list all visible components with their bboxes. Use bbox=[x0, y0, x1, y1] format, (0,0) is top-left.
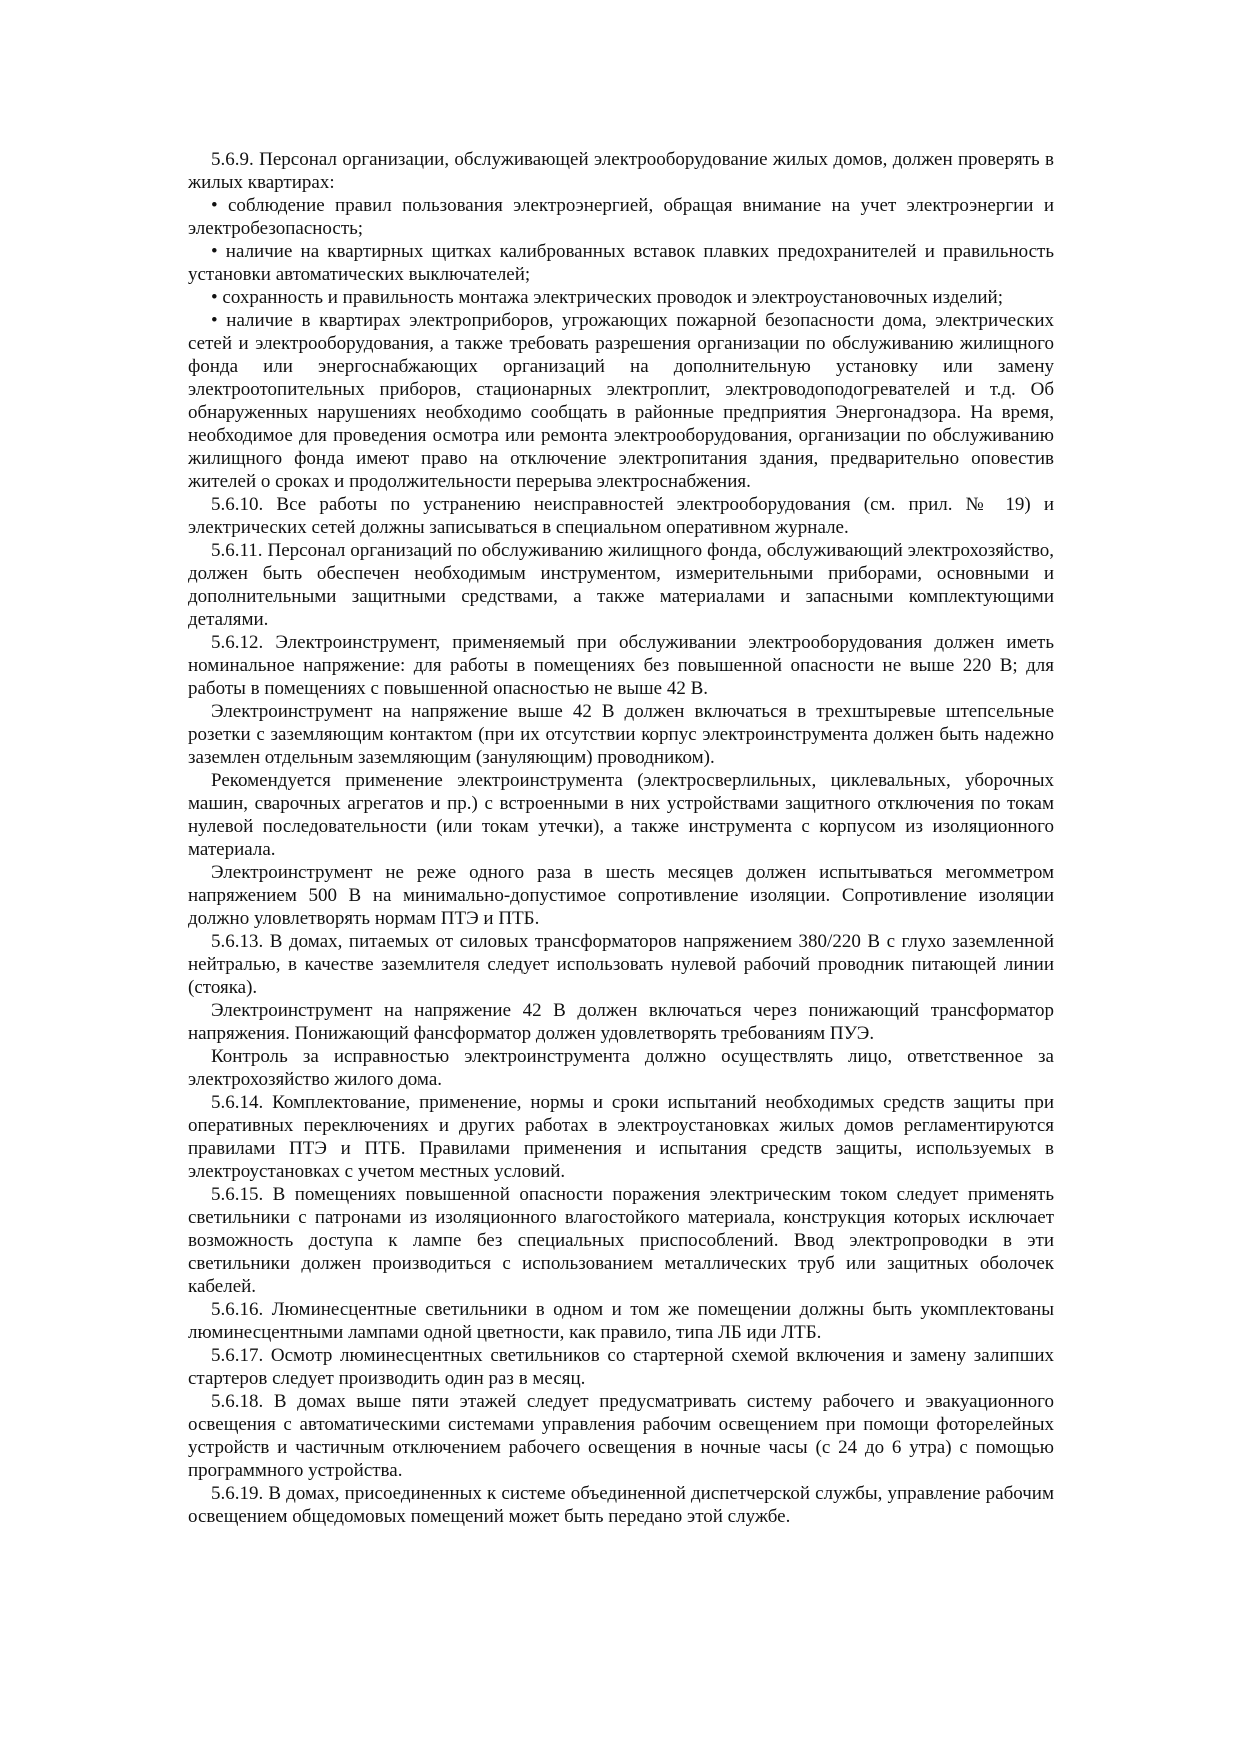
paragraph-5-6-10: 5.6.10. Все работы по устранению неисправностей электрооборудования (см. прил. № 19) и электрических сетей должны записываться в специальном оперативном журнале. bbox=[188, 494, 1054, 538]
paragraph-5-6-18: 5.6.18. В домах выше пяти этажей следует предусматривать систему рабочего и эвакуационного освещения с автоматическими системами управления рабочим освещением при помощи фоторелейных устройств и частичным отключением рабочего освещения в ночные часы (с 24 до 6 утра) с помощью программного устройства. bbox=[188, 1391, 1054, 1481]
paragraph-5-6-12: 5.6.12. Электроинструмент, применяемый при обслуживании электрооборудования должен иметь номинальное напряжение: для работы в помещениях без повышенной опасности не выше 220 В; для работы в помещениях с повышенной опасностью не выше 42 В. bbox=[188, 632, 1054, 699]
document-page bbox=[188, 148, 1054, 1528]
bullet-fuse-inserts: • наличие на квартирных щитках калиброванных вставок плавких предохранителей и правильность установки автоматических выключателей; bbox=[188, 241, 1054, 285]
bullet-wiring-condition: • сохранность и правильность монтажа электрических проводок и электроустановочных изделий; bbox=[211, 287, 1004, 308]
paragraph-5-6-19: 5.6.19. В домах, присоединенных к системе объединенной диспетчерской службы, управление рабочим освещением общедомовых помещений может быть передано этой службе. bbox=[188, 1483, 1054, 1527]
paragraph-5-6-15: 5.6.15. В помещениях повышенной опасности поражения электрическим током следует применять светильники с патронами из изоляционного влагостойкого материала, конструкция которых исключает возможность доступа к лампе без специальных приспособлений. Ввод электропроводки в эти светильники должен производиться с использованием металлических труб или защитных оболочек кабелей. bbox=[188, 1184, 1054, 1297]
paragraph-5-6-16: 5.6.16. Люминесцентные светильники в одном и том же помещении должны быть укомплектованы люминесцентными лампами одной цветности, как правило, типа ЛБ иди ЛТБ. bbox=[188, 1299, 1054, 1343]
paragraph-5-6-14: 5.6.14. Комплектование, применение, нормы и сроки испытаний необходимых средств защиты при оперативных переключениях и других работах в электроустановках жилых домов регламентируются правилами ПТЭ и ПТБ. Правилами применения и испытания средств защиты, используемых в электроустановках с учетом местных условий. bbox=[188, 1092, 1054, 1182]
paragraph-step-down-transformer: Электроинструмент на напряжение 42 В должен включаться через понижающий трансформатор напряжения. Понижающий фансформатор должен удовлетворять требованиям ПУЭ. bbox=[188, 1000, 1054, 1044]
bullet-fire-hazard-appliances: • наличие в квартирах электроприборов, угрожающих пожарной безопасности дома, электрических сетей и электрооборудования, а также требовать разрешения организации по обслуживанию жилищного фонда или энергоснабжающих организаций на дополнительную установку или замену электроотопительных приборов, стационарных электроплит, электроводоподогревателей и т.д. Об обнаруженных нарушениях необходимо сообщать в районные предприятия Энергонадзора. На время, необходимое для проведения осмотра или ремонта электрооборудования, организации по обслуживанию жилищного фонда имеют право на отключение электропитания здания, предварительно оповестив жителей о сроках и продолжительности перерыва электроснабжения. bbox=[188, 310, 1054, 492]
paragraph-rcd-recommendation: Рекомендуется применение электроинструмента (электросверлильных, циклевальных, уборочных машин, сварочных агрегатов и пр.) с встроенными в них устройствами защитного отключения по токам нулевой последовательности (или токам утечки), а также инструмента с корпусом из изоляционного материала. bbox=[188, 770, 1054, 860]
paragraph-5-6-11: 5.6.11. Персонал организаций по обслуживанию жилищного фонда, обслуживающий электрохозяйство, должен быть обеспечен необходимым инструментом, измерительными приборами, основными и дополнительными защитными средствами, а также материалами и запасными комплектующими деталями. bbox=[188, 540, 1054, 630]
paragraph-5-6-13: 5.6.13. В домах, питаемых от силовых трансформаторов напряжением 380/220 В с глухо заземленной нейтралью, в качестве заземлителя следует использовать нулевой рабочий проводник питающей линии (стояка). bbox=[188, 931, 1054, 998]
paragraph-5-6-17: 5.6.17. Осмотр люминесцентных светильников со стартерной схемой включения и замену залипших стартеров следует производить один раз в месяц. bbox=[188, 1345, 1054, 1389]
paragraph-grounded-sockets: Электроинструмент на напряжение выше 42 В должен включаться в трехштыревые штепсельные розетки с заземляющим контактом (при их отсутствии корпус электроинструмента должен быть надежно заземлен отдельным заземляющим (зануляющим) проводником). bbox=[188, 701, 1054, 768]
paragraph-tool-control: Контроль за исправностью электроинструмента должно осуществлять лицо, ответственное за электрохозяйство жилого дома. bbox=[188, 1046, 1054, 1090]
paragraph-5-6-9: 5.6.9. Персонал организации, обслуживающей электрооборудование жилых домов, должен проверять в жилых квартирах: bbox=[188, 149, 1054, 193]
bullet-electricity-usage: • соблюдение правил пользования электроэнергией, обращая внимание на учет электроэнергии и электробезопасность; bbox=[188, 195, 1054, 239]
paragraph-insulation-testing: Электроинструмент не реже одного раза в шесть месяцев должен испытываться мегомметром напряжением 500 В на минимально-допустимое сопротивление изоляции. Сопротивление изоляции должно уловлетворять нормам ПТЭ и ПТБ. bbox=[188, 862, 1054, 929]
